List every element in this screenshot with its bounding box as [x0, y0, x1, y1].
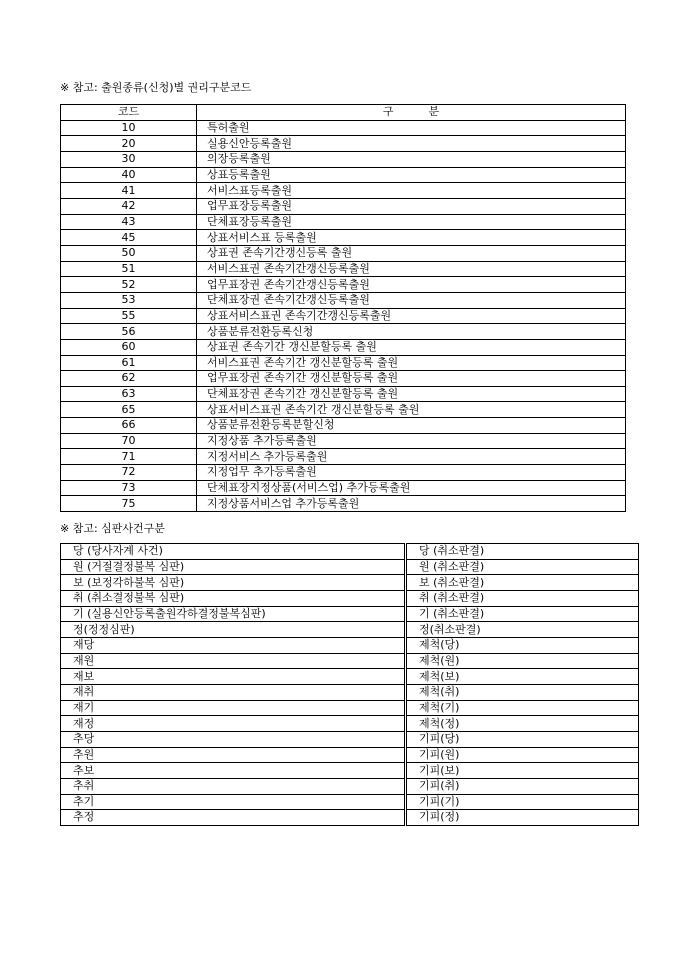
- trial-type-cell: 추보: [61, 763, 406, 779]
- trial-type-cell: 재당: [61, 637, 406, 653]
- table-row: [61, 418, 626, 434]
- table-row: [61, 622, 639, 638]
- ruling-type-cell: 제척(원): [406, 653, 639, 669]
- ruling-type-cell: 정(취소판결): [406, 622, 639, 638]
- division-cell: 상표권 존속기간 갱신분할등록 출원: [197, 339, 626, 355]
- table-row: [61, 496, 626, 512]
- division-cell: 업무표장권 존속기간 갱신분할등록 출원: [197, 371, 626, 387]
- ruling-type-cell: 보 (취소판결): [406, 575, 639, 591]
- division-cell: 단체표장지정상품(서비스업) 추가등록출원: [197, 480, 626, 496]
- ruling-type-cell: 원 (취소판결): [406, 559, 639, 575]
- table-row: [61, 731, 639, 747]
- ruling-type-cell: 제척(기): [406, 700, 639, 716]
- code-cell: 43: [61, 214, 197, 230]
- division-cell: 상표권 존속기간갱신등록 출원: [197, 245, 626, 261]
- table-row: [61, 120, 626, 136]
- trial-type-cell: 추원: [61, 747, 406, 763]
- table-row: [61, 480, 626, 496]
- division-cell: 상품분류전환등록신청: [197, 324, 626, 340]
- division-cell: 의장등록출원: [197, 151, 626, 167]
- table-row: [61, 747, 639, 763]
- trial-type-cell: 원 (거절결정불복 심판): [61, 559, 406, 575]
- code-cell: 53: [61, 292, 197, 308]
- code-cell: 71: [61, 449, 197, 465]
- division-cell: 단체표장권 존속기간갱신등록출원: [197, 292, 626, 308]
- trial-type-cell: 재정: [61, 716, 406, 732]
- note-trial-category: ※ 참고: 심판사건구분: [60, 522, 165, 535]
- table-row: [61, 261, 626, 277]
- code-cell: 41: [61, 183, 197, 199]
- table-row: [61, 794, 639, 810]
- code-cell: 63: [61, 386, 197, 402]
- trial-type-cell: 보 (보정각하불복 심판): [61, 575, 406, 591]
- table-row: [61, 810, 639, 826]
- trial-type-cell: 추당: [61, 731, 406, 747]
- code-cell: 52: [61, 277, 197, 293]
- division-cell: 상표서비스표권 존속기간갱신등록출원: [197, 308, 626, 324]
- trial-type-cell: 당 (당사자계 사건): [61, 544, 406, 560]
- table-row: [61, 214, 626, 230]
- code-cell: 10: [61, 120, 197, 136]
- code-cell: 30: [61, 151, 197, 167]
- code-cell: 73: [61, 480, 197, 496]
- ruling-type-cell: 제척(정): [406, 716, 639, 732]
- trial-category-table: [60, 543, 639, 826]
- code-cell: 75: [61, 496, 197, 512]
- code-cell: 42: [61, 198, 197, 214]
- code-cell: 72: [61, 465, 197, 481]
- division-cell: 업무표장등록출원: [197, 198, 626, 214]
- table-row: [61, 355, 626, 371]
- table-row: [61, 637, 639, 653]
- code-cell: 56: [61, 324, 197, 340]
- division-cell: 단체표장권 존속기간 갱신분할등록 출원: [197, 386, 626, 402]
- table-row: [61, 167, 626, 183]
- division-cell: 상표서비스표권 존속기간 갱신분할등록 출원: [197, 402, 626, 418]
- code-cell: 50: [61, 245, 197, 261]
- division-cell: 특허출원: [197, 120, 626, 136]
- trial-type-cell: 취 (취소결정불복 심판): [61, 590, 406, 606]
- rights-code-table: [60, 104, 626, 512]
- code-cell: 51: [61, 261, 197, 277]
- table-row: [61, 277, 626, 293]
- division-cell: 지정상품서비스업 추가등록출원: [197, 496, 626, 512]
- header-division-text: 구 분: [382, 105, 440, 119]
- division-cell: 상품분류전환등록분할신청: [197, 418, 626, 434]
- division-cell: 상표서비스표 등록출원: [197, 230, 626, 246]
- ruling-type-cell: 기피(기): [406, 794, 639, 810]
- table-row: [61, 449, 626, 465]
- code-cell: 20: [61, 136, 197, 152]
- table-row: [61, 183, 626, 199]
- trial-type-cell: 재원: [61, 653, 406, 669]
- ruling-type-cell: 기피(보): [406, 763, 639, 779]
- ruling-type-cell: 기피(취): [406, 778, 639, 794]
- table-row: [61, 371, 626, 387]
- ruling-type-cell: 취 (취소판결): [406, 590, 639, 606]
- trial-type-cell: 재기: [61, 700, 406, 716]
- ruling-type-cell: 제척(당): [406, 637, 639, 653]
- code-cell: 70: [61, 433, 197, 449]
- table-row: [61, 669, 639, 685]
- table-row: [61, 559, 639, 575]
- division-cell: 서비스표등록출원: [197, 183, 626, 199]
- trial-type-cell: 재취: [61, 684, 406, 700]
- ruling-type-cell: 기피(당): [406, 731, 639, 747]
- division-cell: 서비스표권 존속기간갱신등록출원: [197, 261, 626, 277]
- table-row: [61, 763, 639, 779]
- division-cell: 업무표장권 존속기간갱신등록출원: [197, 277, 626, 293]
- table-row: [61, 292, 626, 308]
- division-cell: 상표등록출원: [197, 167, 626, 183]
- table-row: [61, 433, 626, 449]
- table-row: [61, 151, 626, 167]
- code-cell: 66: [61, 418, 197, 434]
- table-row: [61, 386, 626, 402]
- ruling-type-cell: 당 (취소판결): [406, 544, 639, 560]
- trial-type-cell: 추취: [61, 778, 406, 794]
- table-row: [61, 245, 626, 261]
- code-cell: 45: [61, 230, 197, 246]
- division-cell: 실용신안등록출원: [197, 136, 626, 152]
- ruling-type-cell: 기피(정): [406, 810, 639, 826]
- table-row: [61, 136, 626, 152]
- table-row: [61, 324, 626, 340]
- note-rights-code: ※ 참고: 출원종류(신청)별 권리구분코드: [60, 81, 252, 94]
- division-cell: 지정업무 추가등록출원: [197, 465, 626, 481]
- table-row: [61, 778, 639, 794]
- trial-type-cell: 추정: [61, 810, 406, 826]
- division-cell: 지정상품 추가등록출원: [197, 433, 626, 449]
- table-row: [61, 590, 639, 606]
- table-row: [61, 544, 639, 560]
- table-row: [61, 606, 639, 622]
- code-cell: 40: [61, 167, 197, 183]
- table-row: [61, 198, 626, 214]
- table-row: [61, 402, 626, 418]
- code-cell: 55: [61, 308, 197, 324]
- ruling-type-cell: 기피(원): [406, 747, 639, 763]
- ruling-type-cell: 기 (취소판결): [406, 606, 639, 622]
- table-row: [61, 716, 639, 732]
- table-row: [61, 230, 626, 246]
- table-row: [61, 700, 639, 716]
- table-row: [61, 465, 626, 481]
- division-cell: 서비스표권 존속기간 갱신분할등록 출원: [197, 355, 626, 371]
- table-row: [61, 339, 626, 355]
- code-cell: 61: [61, 355, 197, 371]
- header-division: [197, 105, 626, 121]
- header-code: 코드: [61, 105, 197, 121]
- code-cell: 62: [61, 371, 197, 387]
- table-row: [61, 575, 639, 591]
- trial-type-cell: 정(정정심판): [61, 622, 406, 638]
- code-cell: 60: [61, 339, 197, 355]
- division-cell: 지정서비스 추가등록출원: [197, 449, 626, 465]
- division-cell: 단체표장등록출원: [197, 214, 626, 230]
- trial-type-cell: 추기: [61, 794, 406, 810]
- table-row: [61, 308, 626, 324]
- table-row: [61, 653, 639, 669]
- trial-type-cell: 재보: [61, 669, 406, 685]
- table-row: [61, 684, 639, 700]
- ruling-type-cell: 제척(취): [406, 684, 639, 700]
- table-header-row: [61, 105, 626, 121]
- ruling-type-cell: 제척(보): [406, 669, 639, 685]
- trial-type-cell: 기 (실용신안등록출원각하결정불복심판): [61, 606, 406, 622]
- code-cell: 65: [61, 402, 197, 418]
